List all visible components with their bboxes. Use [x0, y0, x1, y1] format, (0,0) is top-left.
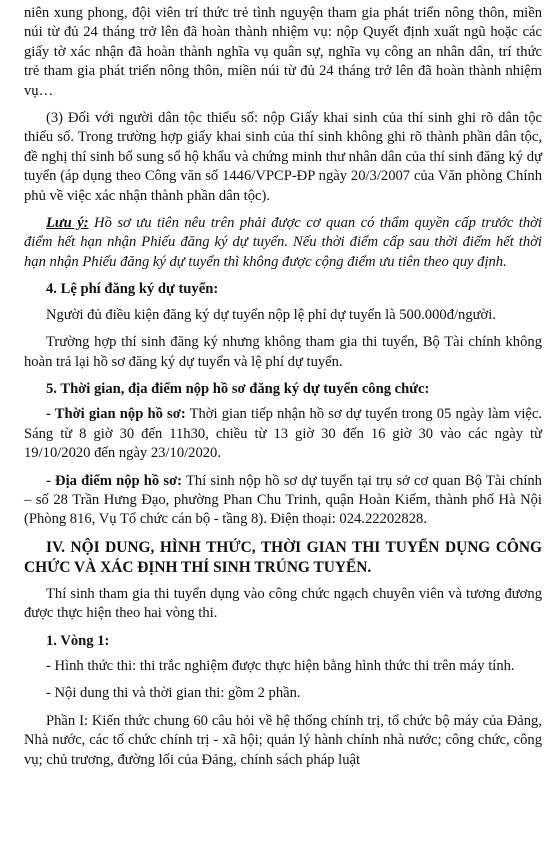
submission-place-text: Thí sinh nộp hồ sơ dự tuyển tại trụ sở cơ quan Bộ Tài chính – số 28 Trần Hưng Đạo, phường Phan Chu Trinh, quận Hoàn Kiếm, thành phố Hà Nội (Phòng 816, Vụ Tổ chức cán bộ - tầng 8). Điện thoại: 024.22202828. — [24, 472, 542, 528]
paragraph-fee-amount: Người đủ điều kiện đăng ký dự tuyển nộp lệ phí dự tuyển là 500.000đ/người. — [46, 306, 496, 323]
note-paragraph — [24, 214, 542, 272]
paragraph-submission-place — [24, 472, 542, 530]
paragraph-exam-content: - Nội dung thi và thời gian thi: gồm 2 phần. — [46, 685, 301, 702]
paragraph-continued: niên xung phong, đội viên trí thức trẻ tình nguyện tham gia phát triển nông thôn, miền núi từ đủ 24 tháng trở lên đã hoàn thành nhiệm vụ: nộp Quyết định xuất ngũ hoặc các giấy tờ xác nhận đã hoàn thành nghĩa vụ quân sự, nghĩa vụ công an nhân dân, trí thức trẻ tham gia phát triển nông thôn, miền núi từ đủ 24 tháng trở lên đã hoàn thành nhiệm vụ… — [24, 5, 542, 99]
submission-time-text: Thời gian tiếp nhận hồ sơ dự tuyển trong 05 ngày làm việc. Sáng từ 8 giờ 30 đến 11h30, chiều từ 13 giờ 30 đến 16 giờ 30 vào các ngày từ 19/10/2020 đến ngày 23/10/2020. — [24, 406, 542, 462]
paragraph-section-iv-intro: Thí sinh tham gia thi tuyển dụng vào công chức ngạch chuyên viên và tương đương được thực hiện theo hai vòng thi. — [24, 585, 542, 622]
submission-place-label: - Địa điểm nộp hồ sơ: — [46, 472, 183, 489]
note-text: Hồ sơ ưu tiên nêu trên phải được cơ quan có thẩm quyền cấp trước thời điểm hết hạn nhận Phiếu đăng ký dự tuyển. Nếu thời điểm cấp sau thời điểm hết thời hạn nhận Phiếu đăng ký dự tuyển thì không được cộng điểm ưu tiên theo quy định. — [24, 215, 542, 270]
paragraph-fee-refund: Trường hợp thí sinh đăng ký nhưng không tham gia thi tuyển, Bộ Tài chính không hoàn trả lại hồ sơ đăng ký dự tuyển và lệ phí dự tuyển. — [24, 334, 542, 370]
paragraph-ethnic-minority: (3) Đối với người dân tộc thiểu số: nộp Giấy khai sinh của thí sinh ghi rõ dân tộc thiểu số. Trong trường hợp giấy khai sinh của thí sinh không ghi rõ thành phần dân tộc, đề nghị thí sinh bổ sung sổ hộ khẩu và chứng minh thư nhân dân của thí sinh đăng ký dự tuyển (áp dụng theo Công văn số 1446/VPCP-ĐP ngày 20/3/2007 của Văn phòng Chính phủ về việc xác nhận thành phần dân tộc). — [24, 110, 542, 204]
heading-fee: 4. Lệ phí đăng ký dự tuyển: — [46, 281, 219, 298]
paragraph-exam-form: - Hình thức thi: thi trắc nghiệm được thực hiện bằng hình thức thi trên máy tính. — [46, 657, 515, 674]
heading-round-1: 1. Vòng 1: — [46, 632, 110, 649]
note-label: Lưu ý: — [46, 215, 89, 232]
paragraph-part-1: Phần I: Kiến thức chung 60 câu hỏi về hệ thống chính trị, tổ chức bộ máy của Đảng, Nhà nước, các tổ chức chính trị - xã hội; quản lý hành chính nhà nước; công chức, công vụ; chủ trương, đường lối của Đảng, chính sách pháp luật — [24, 712, 542, 768]
submission-time-label: - Thời gian nộp hồ sơ: — [46, 406, 186, 423]
paragraph-submission-time — [24, 405, 542, 463]
heading-time-place: 5. Thời gian, địa điểm nộp hồ sơ đăng ký dự tuyển công chức: — [46, 380, 430, 397]
heading-section-iv: IV. NỘI DUNG, HÌNH THỨC, THỜI GIAN THI TUYỂN DỤNG CÔNG CHỨC VÀ XÁC ĐỊNH THÍ SINH TRÚNG TUYỂN. — [24, 538, 542, 576]
